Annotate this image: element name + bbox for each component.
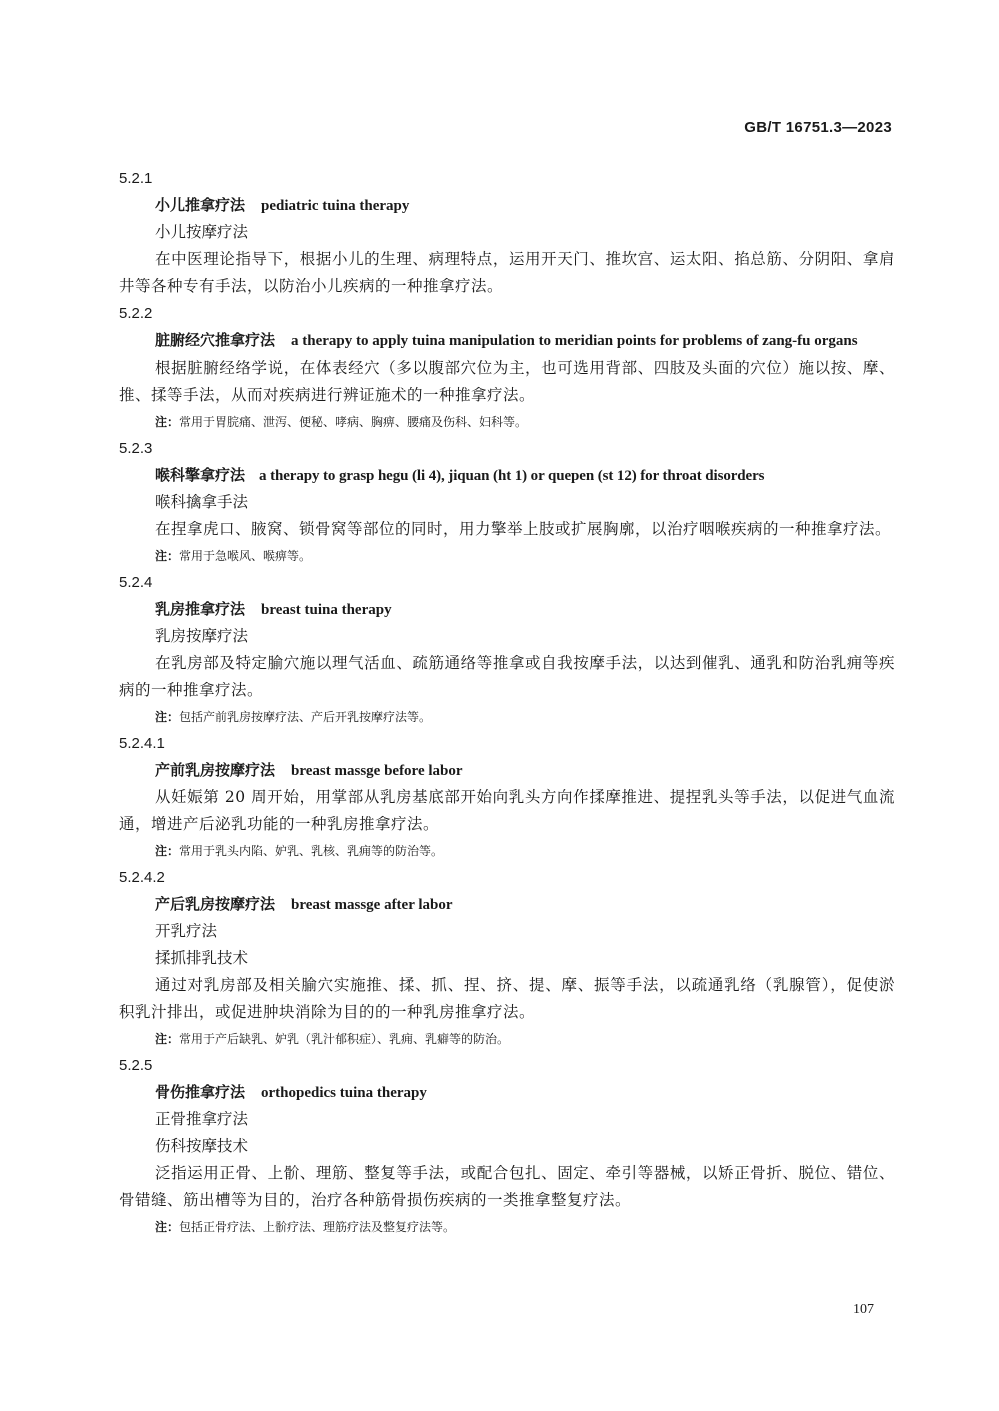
clause-number: 5.2.1 [119, 170, 153, 187]
note-prefix: 注： [155, 844, 180, 858]
standard-code: GB/T 16751.3—2023 [744, 119, 892, 136]
term-en: breast massge before labor [291, 763, 463, 779]
note-text: 常用于乳头内陷、妒乳、乳核、乳痈等的防治等。 [179, 844, 444, 858]
page-number: 107 [853, 1302, 874, 1317]
term-zh: 乳房推拿疗法 [155, 600, 246, 618]
note-text: 常用于急喉风、喉痹等。 [179, 549, 312, 563]
synonym: 喉科擒拿手法 [155, 493, 249, 511]
term-zh: 骨伤推拿疗法 [155, 1083, 246, 1101]
terms-body [119, 165, 895, 1240]
term-heading [119, 1079, 895, 1106]
clause-number: 5.2.4 [119, 574, 153, 591]
clause-number: 5.2.4.2 [119, 869, 165, 886]
term-en: a therapy to grasp hegu (li 4), jiquan (ht 1) or quepen (st 12) for throat disorders [259, 468, 765, 484]
term-en: breast tuina therapy [261, 602, 392, 618]
clause-number: 5.2.5 [119, 1057, 153, 1074]
definition: 泛指运用正骨、上骱、理筋、整复等手法，或配合包扎、固定、牵引等器械，以矫正骨折、脱位、错位、骨错缝、筋出槽等为目的，治疗各种筋骨损伤疾病的一类推拿整复疗法。 [119, 1164, 895, 1209]
term-heading [119, 327, 895, 355]
note-prefix: 注： [155, 1032, 180, 1046]
note [119, 838, 895, 864]
term-heading [119, 462, 895, 489]
note-text: 常用于胃脘痛、泄泻、便秘、哮病、胸痹、腰痛及伤科、妇科等。 [179, 415, 528, 429]
note-text: 常用于产后缺乳、妒乳（乳汁郁积症）、乳痈、乳癖等的防治。 [179, 1032, 510, 1046]
note-prefix: 注： [155, 549, 180, 563]
synonym: 揉抓排乳技术 [155, 949, 249, 967]
definition: 根据脏腑经络学说，在体表经穴（多以腹部穴位为主，也可选用背部、四肢及头面的穴位）施以按、摩、推、揉等手法，从而对疾病进行辨证施术的一种推拿疗法。 [119, 359, 895, 404]
term-zh: 产前乳房按摩疗法 [155, 761, 276, 779]
synonym: 开乳疗法 [155, 922, 218, 940]
note-text: 包括正骨疗法、上骱疗法、理筋疗法及整复疗法等。 [179, 1220, 456, 1234]
term-heading [119, 757, 895, 784]
term-heading [119, 596, 895, 623]
synonym: 小儿按摩疗法 [155, 223, 249, 241]
term-zh: 小儿推拿疗法 [155, 196, 246, 214]
clause-number: 5.2.3 [119, 440, 153, 457]
term-heading [119, 891, 895, 918]
clause-number: 5.2.4.1 [119, 735, 165, 752]
term-zh: 产后乳房按摩疗法 [155, 895, 276, 913]
note-text: 包括产前乳房按摩疗法、产后开乳按摩疗法等。 [179, 710, 432, 724]
note [119, 1026, 895, 1052]
synonym: 乳房按摩疗法 [155, 627, 249, 645]
term-en: orthopedics tuina therapy [261, 1085, 427, 1101]
note [119, 409, 895, 435]
note [119, 704, 895, 730]
definition: 在捏拿虎口、腋窝、锁骨窝等部位的同时，用力擎举上肢或扩展胸廓，以治疗咽喉疾病的一种推拿疗法。 [155, 520, 892, 538]
note [119, 543, 895, 569]
term-zh: 喉科擎拿疗法 [155, 466, 246, 484]
term-heading [119, 192, 895, 219]
synonym: 正骨推拿疗法 [155, 1110, 249, 1128]
note-prefix: 注： [155, 710, 180, 724]
definition: 在乳房部及特定腧穴施以理气活血、疏筋通络等推拿或自我按摩手法，以达到催乳、通乳和防治乳痈等疾病的一种推拿疗法。 [119, 654, 895, 699]
definition: 通过对乳房部及相关腧穴实施推、揉、抓、捏、挤、提、摩、振等手法，以疏通乳络（乳腺管），促使淤积乳汁排出，或促进肿块消除为目的的一种乳房推拿疗法。 [119, 976, 895, 1021]
term-zh: 脏腑经穴推拿疗法 [155, 331, 276, 349]
definition: 从妊娠第 20 周开始，用掌部从乳房基底部开始向乳头方向作揉摩推进、提捏乳头等手法，以促进气血流通，增进产后泌乳功能的一种乳房推拿疗法。 [119, 788, 895, 833]
term-en: pediatric tuina therapy [261, 198, 410, 214]
term-en: a therapy to apply tuina manipulation to meridian points for problems of zang-fu organs [291, 333, 858, 349]
note-prefix: 注： [155, 415, 180, 429]
term-en: breast massge after labor [291, 897, 453, 913]
note-prefix: 注： [155, 1220, 180, 1234]
note [119, 1214, 895, 1240]
synonym: 伤科按摩技术 [155, 1137, 249, 1155]
clause-number: 5.2.2 [119, 305, 153, 322]
definition: 在中医理论指导下，根据小儿的生理、病理特点，运用开天门、推坎宫、运太阳、掐总筋、分阴阳、拿肩井等各种专有手法，以防治小儿疾病的一种推拿疗法。 [119, 250, 895, 295]
